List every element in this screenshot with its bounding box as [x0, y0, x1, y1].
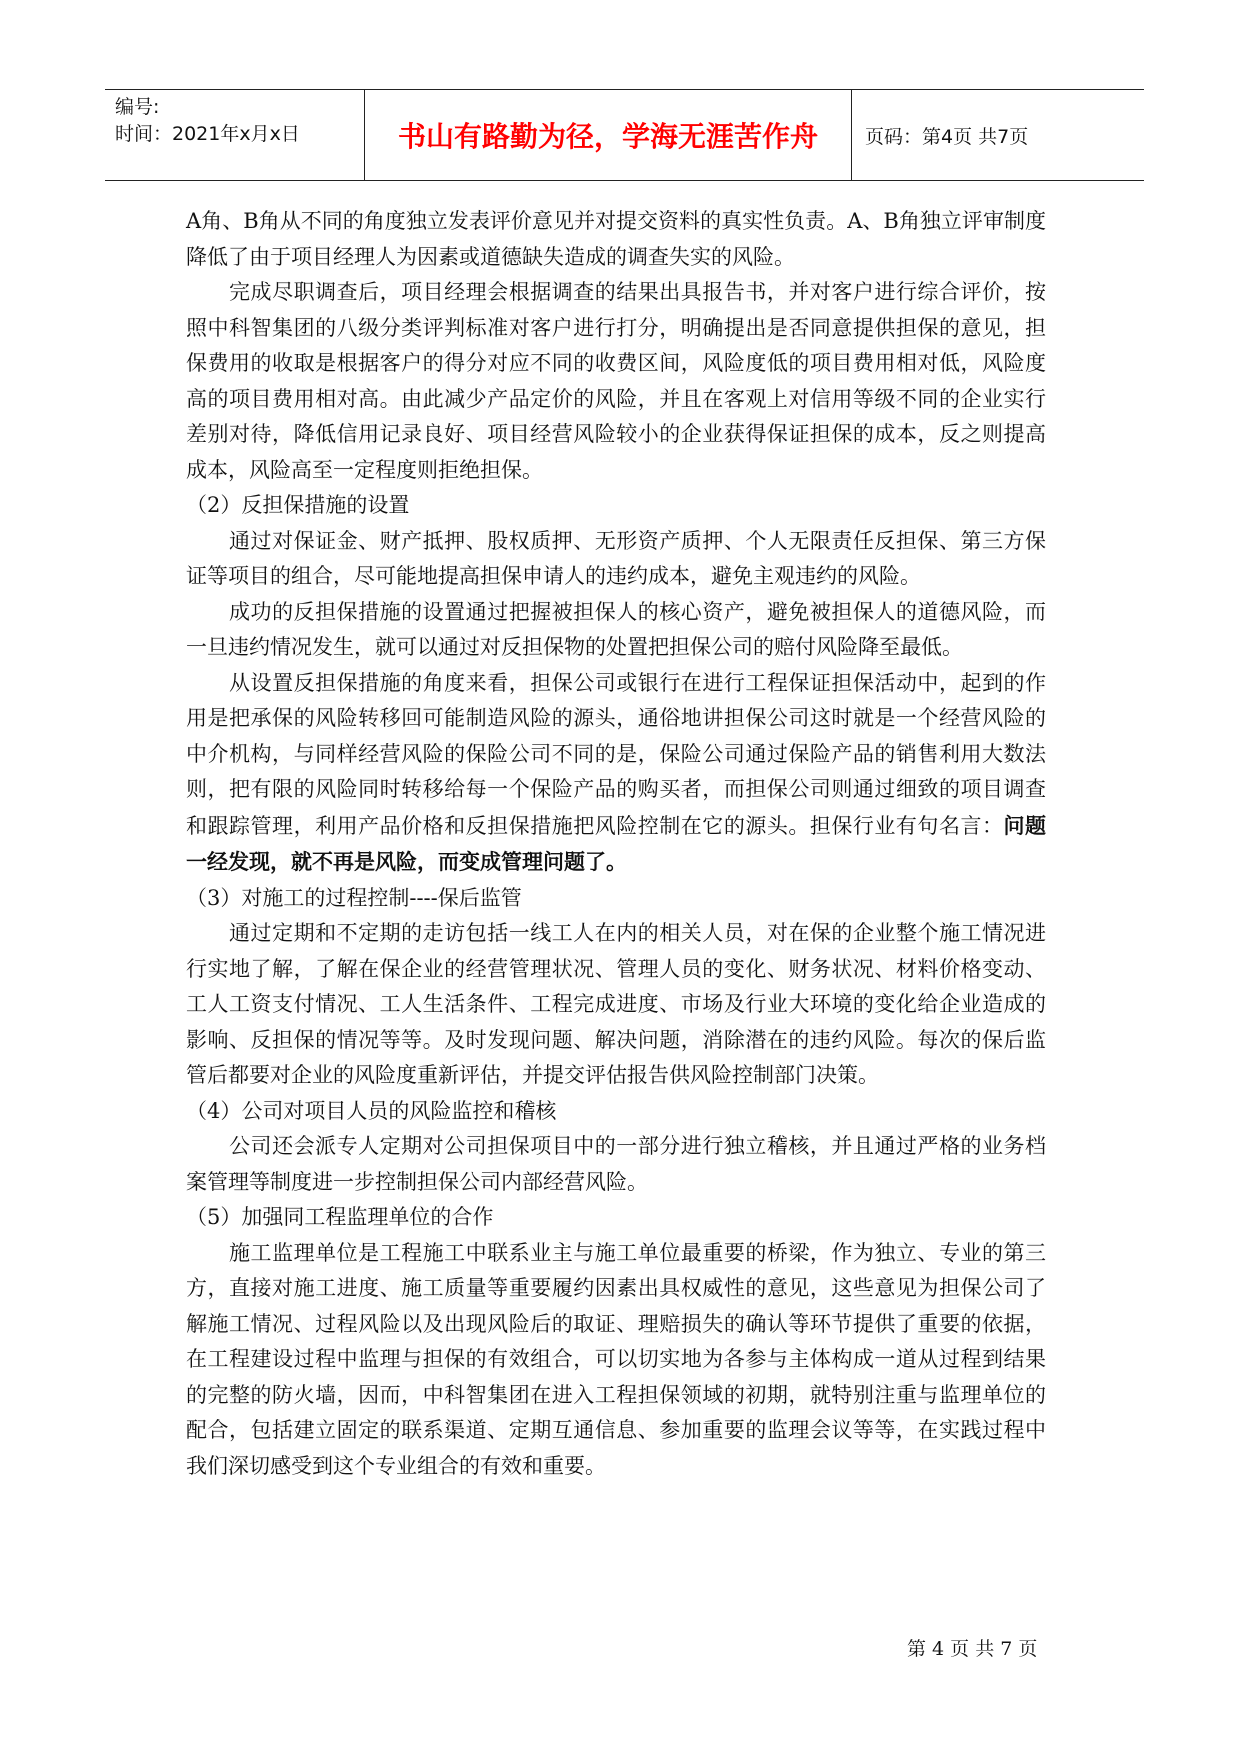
paragraph: 成功的反担保措施的设置通过把握被担保人的核心资产，避免被担保人的道德风险，而一旦违约情况发生，就可以通过对反担保物的处置把担保公司的赔付风险降至最低。: [186, 599, 1046, 659]
section-heading: （3）对施工的过程控制----保后监管: [186, 885, 522, 910]
paragraph: 公司还会派专人定期对公司担保项目中的一部分进行独立稽核，并且通过严格的业务档案管理等制度进一步控制担保公司内部经营风险。: [186, 1134, 1046, 1194]
page-footer: 第 4 页 共 7 页: [907, 1638, 1038, 1660]
header-page-number: 页码：第4页 共7页: [865, 125, 1029, 148]
header-motto: 书山有路勤为径，学海无涯苦作舟: [365, 90, 852, 180]
document-body: [186, 204, 1046, 1484]
section-heading: （5）加强同工程监理单位的合作: [186, 1205, 494, 1229]
section-heading: （4）公司对项目人员的风险监控和稽核: [186, 1098, 557, 1123]
page-header: [105, 89, 1144, 181]
paragraph: 施工监理单位是工程施工中联系业主与施工单位最重要的桥梁，作为独立、专业的第三方，直接对施工进度、施工质量等重要履约因素出具权威性的意见，这些意见为担保公司了解施工情况、过程风险以及出现风险后的取证、理赔损失的确认等环节提供了重要的依据，在工程建设过程中监理与担保的有效组合，可以切实地为各参与主体构成一道从过程到结果的完整的防火墙，因而，中科智集团在进入工程担保领域的初期，就特别注重与监理单位的配合，包括建立固定的联系渠道、定期互通信息、参加重要的监理会议等等，在实践过程中我们深切感受到这个专业组合的有效和重要。: [186, 1240, 1046, 1478]
paragraph-text: 从设置反担保措施的角度来看，担保公司或银行在进行工程保证担保活动中，起到的作用是把承保的风险转移回可能制造风险的源头，通俗地讲担保公司这时就是一个经营风险的中介机构，与同样经营风险的保险公司不同的是，保险公司通过保险产品的销售利用大数法则，把有限的风险同时转移给每一个保险产品的购买者，而担保公司则通过细致的项目调查和跟踪管理，利用产品价格和反担保措施把风险控制在它的源头。担保行业有句名言：: [186, 670, 1046, 838]
document-time-label: 时间：2021年x月x日: [115, 123, 300, 145]
paragraph: A角、B角从不同的角度独立发表评价意见并对提交资料的真实性负责。A、B角独立评审制度降低了由于项目经理人为因素或道德缺失造成的调查失实的风险。: [186, 209, 1046, 269]
section-heading: （2）反担保措施的设置: [186, 493, 410, 517]
bold-quote: 问题一经发现，就不再是风险，而变成管理问题了。: [186, 812, 1046, 874]
paragraph: 通过对保证金、财产抵押、股权质押、无形资产质押、个人无限责任反担保、第三方保证等项目的组合，尽可能地提高担保申请人的违约成本，避免主观违约的风险。: [186, 528, 1046, 588]
paragraph: 完成尽职调查后，项目经理会根据调查的结果出具报告书，并对客户进行综合评价，按照中科智集团的八级分类评判标准对客户进行打分，明确提出是否同意提供担保的意见，担保费用的收取是根据客户的得分对应不同的收费区间，风险度低的项目费用相对低，风险度高的项目费用相对高。由此减少产品定价的风险，并且在客观上对信用等级不同的企业实行差别对待，降低信用记录良好、项目经营风险较小的企业获得保证担保的成本，反之则提高成本，风险高至一定程度则拒绝担保。: [186, 280, 1046, 482]
paragraph: 通过定期和不定期的走访包括一线工人在内的相关人员，对在保的企业整个施工情况进行实地了解，了解在保企业的经营管理状况、管理人员的变化、财务状况、材料价格变动、工人工资支付情况、工人生活条件、工程完成进度、市场及行业大环境的变化给企业造成的影响、反担保的情况等等。及时发现问题、解决问题，消除潜在的违约风险。每次的保后监管后都要对企业的风险度重新评估，并提交评估报告供风险控制部门决策。: [186, 921, 1046, 1087]
paragraph: [186, 666, 1046, 881]
document-number-label: 编号:: [115, 96, 160, 118]
header-meta: [105, 90, 365, 180]
